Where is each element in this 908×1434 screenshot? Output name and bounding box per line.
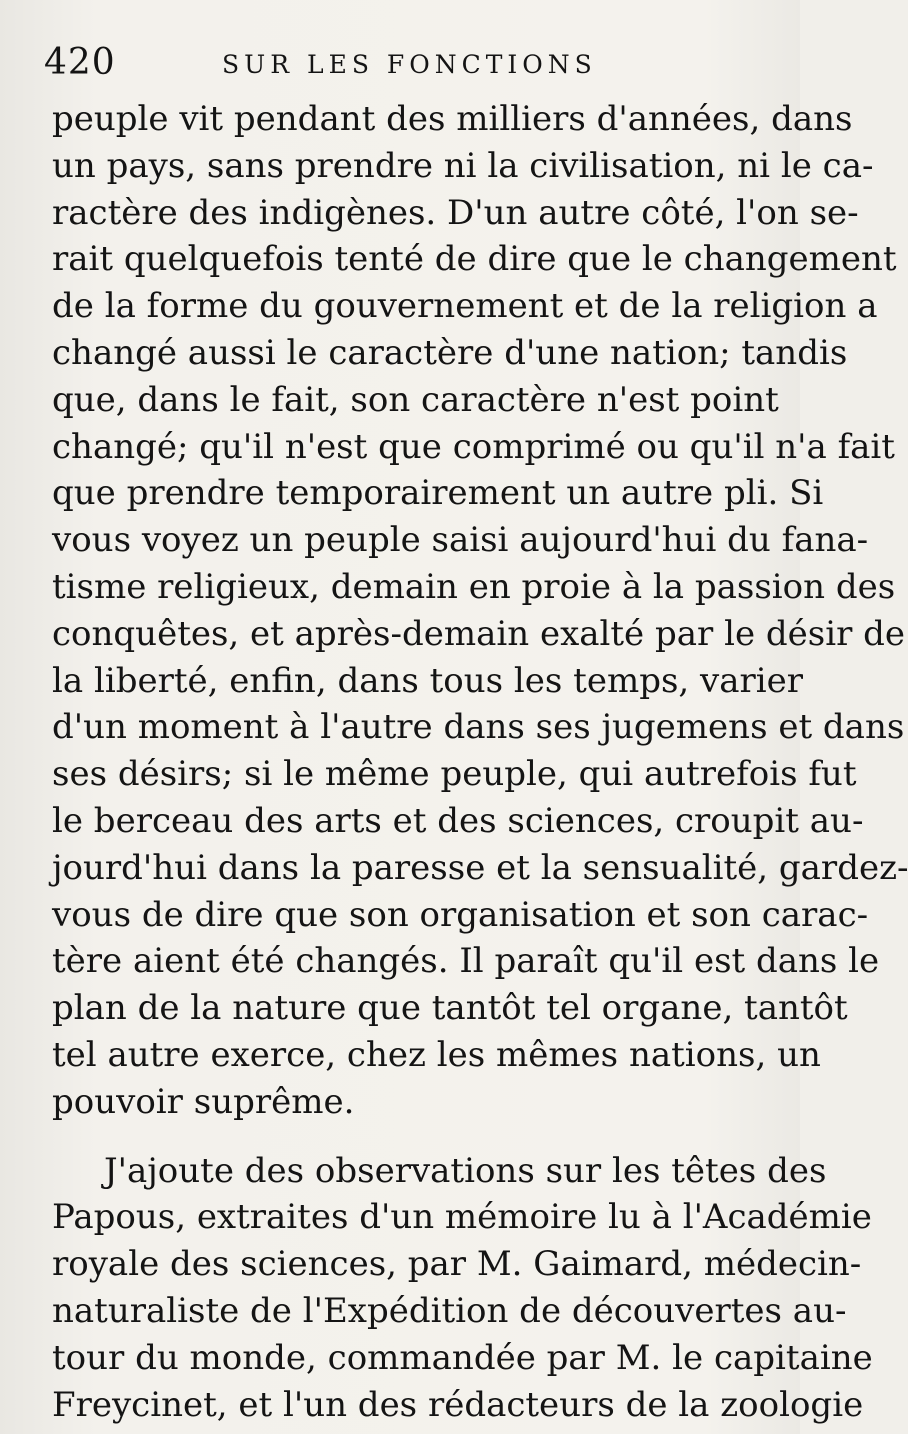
text-line: la liberté, enfin, dans tous les temps, varier [52, 660, 804, 701]
text-line: rait quelquefois tenté de dire que le changement [52, 239, 897, 280]
text-line: pouvoir suprême. [52, 1081, 355, 1122]
text-line: plan de la nature que tantôt tel organe, tantôt [52, 988, 848, 1029]
text-line: d'un moment à l'autre dans ses jugemens et dans [52, 707, 905, 748]
text-line: tisme religieux, demain en proie à la passion des [52, 566, 896, 607]
paragraph-gap [52, 1126, 764, 1148]
text-line: conquêtes, et après-demain exalté par le désir de [52, 613, 906, 654]
text-line: Freycinet, et l'un des rédacteurs de la zoologie [52, 1384, 864, 1425]
text-line: vous de dire que son organisation et son carac- [52, 894, 869, 935]
text-line: ses désirs; si le même peuple, qui autrefois fut [52, 754, 857, 795]
text-line: un pays, sans prendre ni la civilisation, ni le ca- [52, 145, 874, 186]
text-line: que, dans le fait, son caractère n'est point [52, 379, 779, 420]
text-line: changé aussi le caractère d'une nation; tandis [52, 332, 848, 373]
text-line: naturaliste de l'Expédition de découvertes au- [52, 1290, 847, 1331]
paragraph-1 [52, 96, 908, 1126]
page-header [44, 40, 764, 86]
text-line: vous voyez un peuple saisi aujourd'hui du fana- [52, 520, 869, 561]
text-line: ractère des indigènes. D'un autre côté, l'on se- [52, 192, 859, 233]
text-line: tel autre exerce, chez les mêmes nations, un [52, 1034, 821, 1075]
text-line: royale des sciences, par M. Gaimard, médecin- [52, 1244, 862, 1285]
running-head: SUR LES FONCTIONS [222, 50, 597, 79]
text-line: tère aient été changés. Il paraît qu'il est dans le [52, 941, 880, 982]
paragraph-2 [52, 1148, 873, 1429]
text-line: jourd'hui dans la paresse et la sensualité, gardez- [52, 847, 908, 888]
text-line: J'ajoute des observations sur les têtes des [104, 1150, 827, 1191]
text-line: changé; qu'il n'est que comprimé ou qu'il n'a fait [52, 426, 895, 467]
text-line: le berceau des arts et des sciences, croupit au- [52, 800, 864, 841]
text-line: de la forme du gouvernement et de la religion a [52, 286, 878, 327]
text-line: Papous, extraites d'un mémoire lu à l'Académie [52, 1197, 872, 1238]
text-line: peuple vit pendant des milliers d'années, dans [52, 99, 853, 139]
body-text [52, 96, 908, 1428]
page-number: 420 [44, 42, 116, 83]
text-line: que prendre temporairement un autre pli. Si [52, 473, 824, 514]
text-line: tour du monde, commandée par M. le capitaine [52, 1337, 873, 1378]
